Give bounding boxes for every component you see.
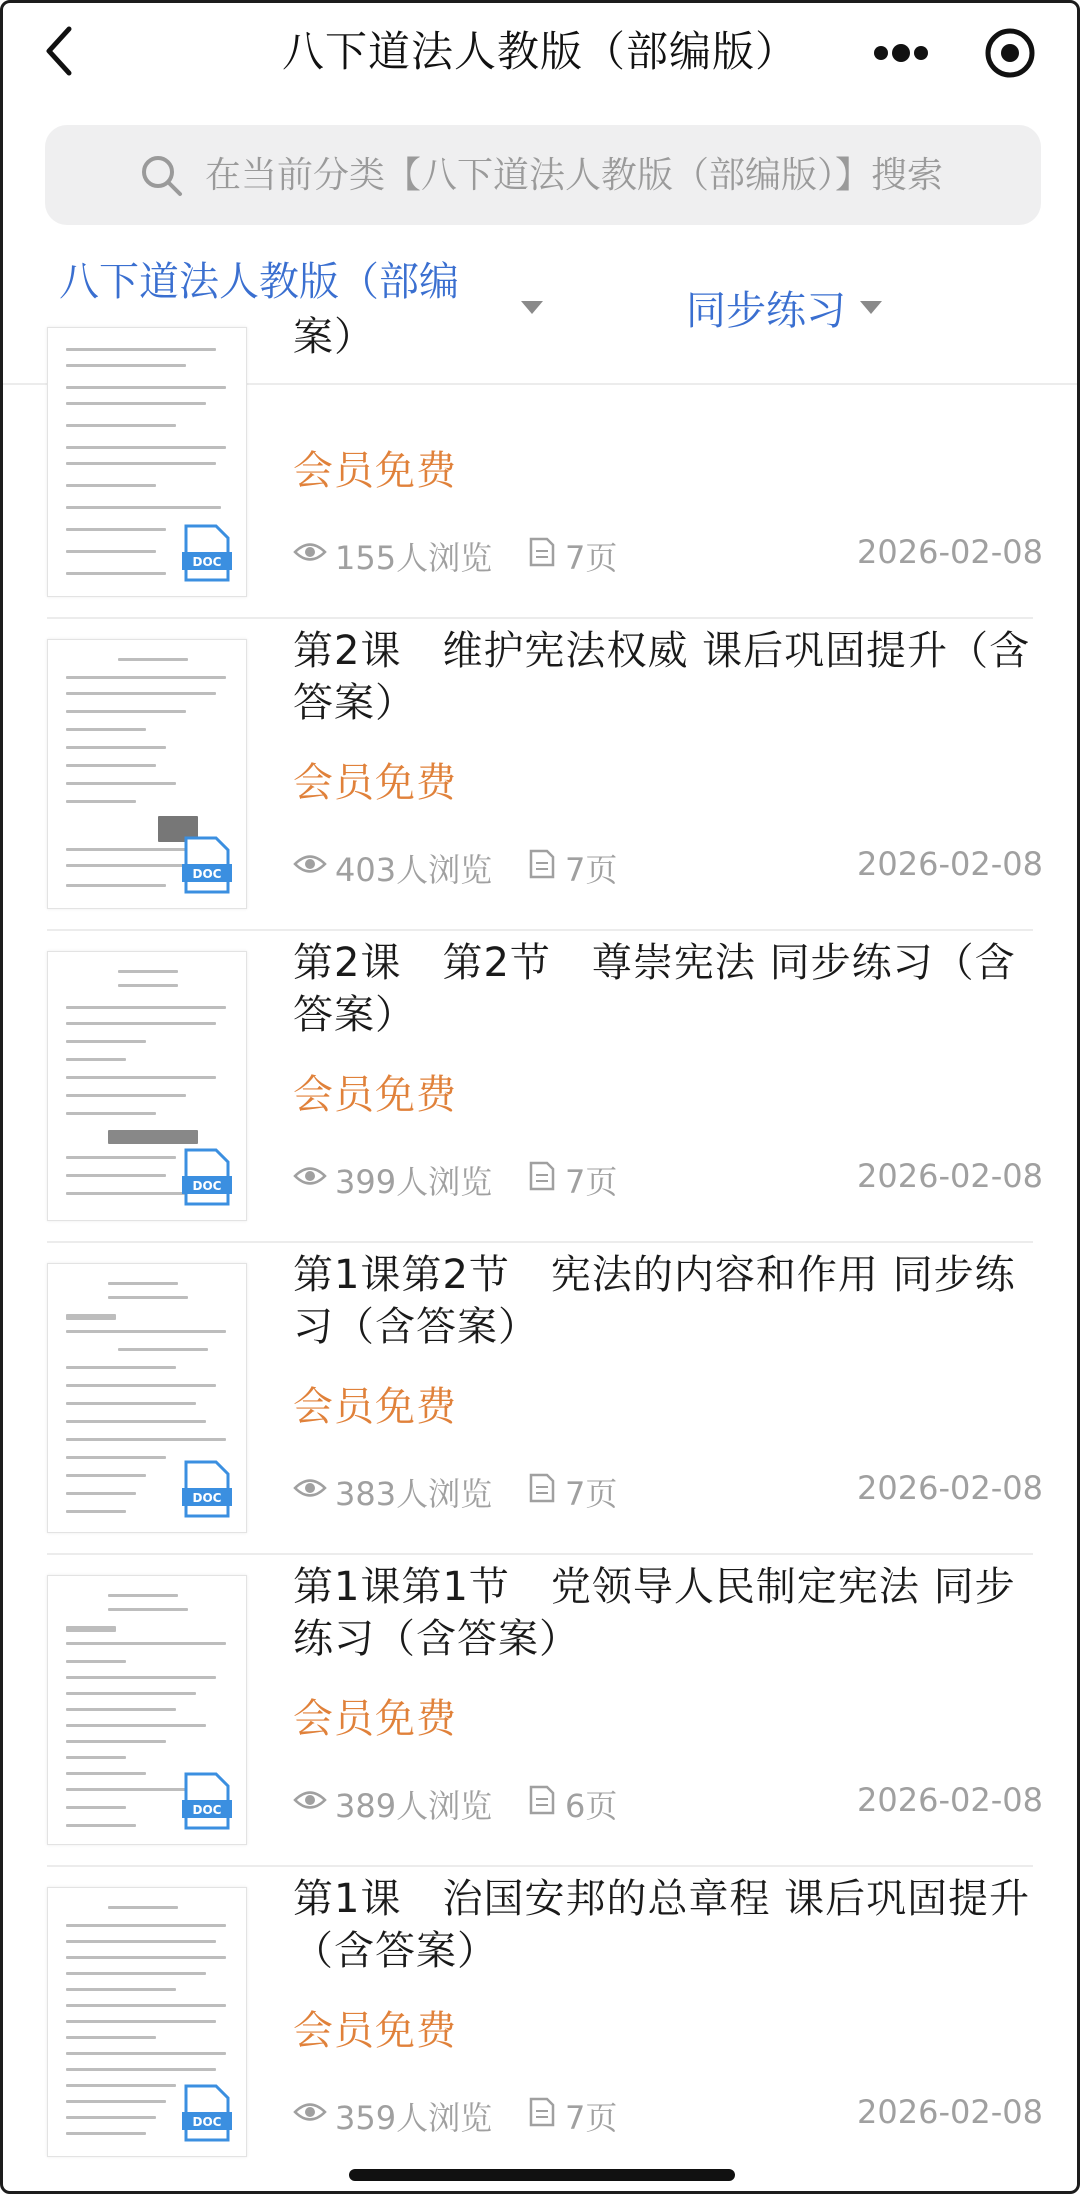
member-free-label: 会员免费 <box>293 760 457 806</box>
member-free-label: 会员免费 <box>293 1696 457 1742</box>
page-count: 6页 <box>565 1787 618 1825</box>
list-item[interactable] <box>3 619 1077 931</box>
doc-file-icon <box>182 524 232 582</box>
item-meta <box>293 2089 1043 2137</box>
svg-text:DOC: DOC <box>192 867 222 881</box>
list-item[interactable] <box>3 1243 1077 1555</box>
doc-file-icon <box>182 1772 232 1830</box>
member-free-label: 会员免费 <box>293 1384 457 1430</box>
item-meta <box>293 1153 1043 1201</box>
page-title: 八下道法人教版（部编版） <box>281 27 798 76</box>
doc-file-icon <box>182 1460 232 1518</box>
page-count: 7页 <box>565 1475 618 1513</box>
item-meta <box>293 1777 1043 1825</box>
document-thumbnail <box>47 327 247 597</box>
publish-date: 2026-02-08 <box>857 1781 1043 1819</box>
document-thumbnail <box>47 1575 247 1845</box>
page-icon <box>529 2097 555 2127</box>
document-thumbnail <box>47 1887 247 2157</box>
more-button[interactable] <box>863 25 943 81</box>
publish-date: 2026-02-08 <box>857 845 1043 883</box>
svg-text:DOC: DOC <box>192 555 222 569</box>
publish-date: 2026-02-08 <box>857 1469 1043 1507</box>
doc-file-icon <box>182 2084 232 2142</box>
item-title: 第1课 治国安邦的总章程 课后巩固提升（含答案） <box>293 1876 1031 1974</box>
doc-file-icon <box>182 836 232 894</box>
page-count: 7页 <box>565 851 618 889</box>
eye-icon <box>293 1163 327 1189</box>
close-miniprogram-button[interactable] <box>978 21 1042 85</box>
view-count: 399人浏览 <box>335 1163 493 1201</box>
page-count: 7页 <box>565 2099 618 2137</box>
page-icon <box>529 1161 555 1191</box>
page-count: 7页 <box>565 1163 618 1201</box>
list-item[interactable] <box>3 307 1077 619</box>
target-icon <box>978 21 1042 85</box>
page-count: 7页 <box>565 539 618 577</box>
item-meta <box>293 1465 1043 1513</box>
view-count: 383人浏览 <box>335 1475 493 1513</box>
publish-date: 2026-02-08 <box>857 533 1043 571</box>
item-meta <box>293 529 1043 577</box>
document-thumbnail <box>47 951 247 1221</box>
page-icon <box>529 1785 555 1815</box>
item-title: 第1课第1节 党领导人民制定宪法 同步练习（含答案） <box>293 1564 1016 1662</box>
list-item[interactable] <box>3 931 1077 1243</box>
resource-list <box>3 314 1077 2197</box>
eye-icon <box>293 2099 327 2125</box>
page-icon <box>529 1473 555 1503</box>
item-title: 第2课 第2节 尊崇宪法 同步练习（含答案） <box>293 940 1016 1038</box>
item-title: 案） <box>293 314 375 360</box>
item-title: 第2课 维护宪法权威 课后巩固提升（含答案） <box>293 628 1031 726</box>
page-icon <box>529 537 555 567</box>
member-free-label: 会员免费 <box>293 2008 457 2054</box>
document-thumbnail <box>47 639 247 909</box>
member-free-label: 会员免费 <box>293 1072 457 1118</box>
view-count: 359人浏览 <box>335 2099 493 2137</box>
more-dots-icon <box>863 25 943 81</box>
item-title: 第1课第2节 宪法的内容和作用 同步练习（含答案） <box>293 1252 1016 1350</box>
member-free-label: 会员免费 <box>293 448 457 494</box>
svg-text:DOC: DOC <box>192 2115 222 2129</box>
eye-icon <box>293 1475 327 1501</box>
page-icon <box>529 849 555 879</box>
search-bar[interactable] <box>45 125 1041 225</box>
svg-text:DOC: DOC <box>192 1491 222 1505</box>
eye-icon <box>293 539 327 565</box>
search-input[interactable] <box>205 143 1005 207</box>
eye-icon <box>293 851 327 877</box>
view-count: 155人浏览 <box>335 539 493 577</box>
svg-text:DOC: DOC <box>192 1803 222 1817</box>
item-meta <box>293 841 1043 889</box>
list-item[interactable] <box>3 1867 1077 2179</box>
svg-text:DOC: DOC <box>192 1179 222 1193</box>
list-item[interactable] <box>3 1555 1077 1867</box>
publish-date: 2026-02-08 <box>857 1157 1043 1195</box>
category-filter[interactable]: 八下道法人教版（部编 <box>59 259 459 305</box>
view-count: 389人浏览 <box>335 1787 493 1825</box>
view-count: 403人浏览 <box>335 851 493 889</box>
eye-icon <box>293 1787 327 1813</box>
publish-date: 2026-02-08 <box>857 2093 1043 2131</box>
doc-file-icon <box>182 1148 232 1206</box>
document-thumbnail <box>47 1263 247 1533</box>
top-bar <box>3 3 1077 103</box>
search-icon <box>137 151 187 201</box>
type-filter[interactable]: 同步练习 <box>686 288 846 334</box>
home-indicator[interactable] <box>349 2169 735 2181</box>
